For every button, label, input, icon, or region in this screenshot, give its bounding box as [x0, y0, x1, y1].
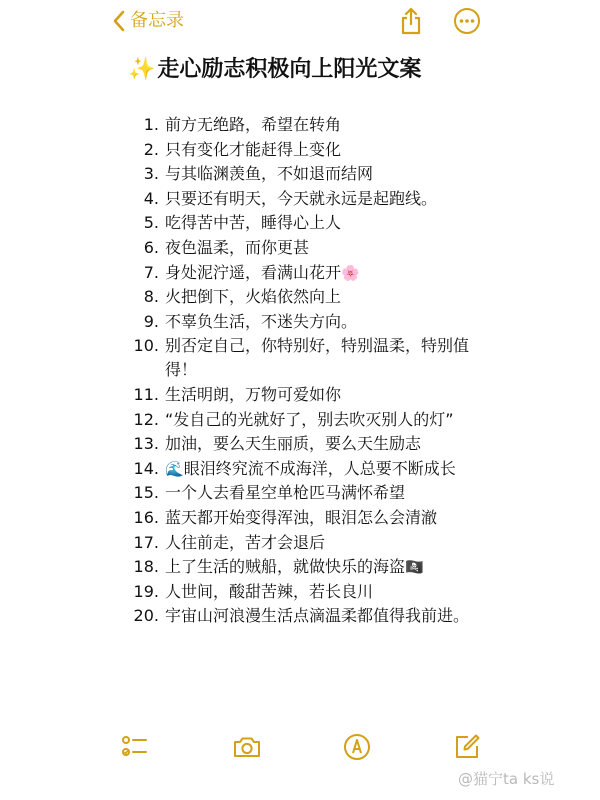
list-item[interactable] [130, 457, 475, 481]
list-item[interactable] [130, 236, 475, 260]
item-text-wrap [165, 580, 475, 604]
sparkles-icon: ✨ [128, 57, 156, 82]
checklist-button[interactable] [120, 732, 150, 762]
item-number: 4. [143, 188, 159, 208]
item-number: 5. [143, 213, 159, 233]
list-item[interactable] [130, 310, 475, 334]
item-text: 只有变化才能赶得上变化 [165, 139, 342, 159]
item-number: 7. [143, 262, 159, 282]
back-button[interactable] [112, 8, 184, 34]
camera-button[interactable] [232, 732, 262, 762]
checklist-icon [120, 732, 150, 762]
flower-icon: 🌸 [341, 263, 360, 282]
markup-button[interactable] [342, 732, 372, 762]
item-number: 13. [133, 434, 159, 454]
item-text-wrap [165, 285, 475, 309]
compose-icon [452, 732, 482, 762]
item-text-wrap [165, 211, 475, 235]
item-number: 19. [133, 581, 159, 601]
item-text: 与其临渊羡鱼，不如退而结网 [165, 164, 374, 184]
list-item[interactable] [130, 408, 475, 432]
list-item[interactable] [130, 531, 475, 555]
bottom-toolbar [0, 728, 600, 764]
item-number: 2. [143, 139, 159, 159]
item-number: 6. [143, 237, 159, 257]
list-item[interactable] [130, 580, 475, 604]
item-number: 1. [143, 115, 159, 134]
item-text: 吃得苦中苦，睡得心上人 [165, 213, 342, 233]
list-item[interactable] [130, 187, 475, 211]
navigation-bar [0, 0, 600, 44]
item-text: 人往前走，苦才会退后 [165, 532, 326, 552]
item-text: 火把倒下，火焰依然向上 [165, 287, 342, 307]
item-text-wrap [165, 481, 475, 505]
chevron-left-icon [112, 10, 126, 32]
item-number: 10. [133, 336, 159, 356]
item-text: “发自己的光就好了，别去吹灭别人的灯” [165, 409, 454, 429]
item-text-wrap [165, 334, 475, 382]
list-item[interactable] [130, 138, 475, 162]
item-text-wrap [165, 162, 475, 186]
item-text: 不辜负生活，不迷失方向。 [165, 311, 358, 331]
list-item[interactable] [130, 432, 475, 456]
item-text: 身处泥泞遥，看满山花开 [165, 262, 342, 282]
item-number: 16. [133, 507, 159, 527]
item-text-wrap [165, 506, 475, 530]
item-number: 20. [133, 606, 159, 626]
share-button[interactable] [396, 6, 426, 36]
item-number: 9. [143, 311, 159, 331]
pen-circle-icon [342, 732, 372, 762]
list-item[interactable] [130, 261, 475, 285]
back-label: 备忘录 [130, 10, 184, 31]
list-item[interactable] [130, 555, 475, 579]
note-list[interactable] [130, 113, 475, 629]
list-item[interactable] [130, 481, 475, 505]
item-number: 17. [133, 532, 159, 552]
item-number: 12. [133, 409, 159, 429]
item-text: 前方无绝路，希望在转角 [165, 115, 342, 134]
item-text-wrap [165, 432, 475, 456]
list-item[interactable] [130, 334, 475, 382]
pirate-flag-icon: 🏴‍☠️ [405, 558, 424, 577]
list-item[interactable] [130, 113, 475, 137]
list-item[interactable] [130, 383, 475, 407]
item-text-wrap [165, 261, 475, 285]
item-text-wrap [165, 531, 475, 555]
wave-icon: 🌊 [165, 459, 184, 478]
list-item[interactable] [130, 506, 475, 530]
item-text: 夜色温柔，而你更甚 [165, 237, 310, 257]
item-text: 生活明朗，万物可爱如你 [165, 384, 342, 404]
item-text: 一个人去看星空单枪匹马满怀希望 [165, 483, 406, 503]
item-text-wrap [165, 138, 475, 162]
item-text-wrap [165, 408, 475, 432]
watermark: @猫宁ta ks说 [458, 770, 555, 788]
item-number: 18. [133, 557, 159, 577]
item-text: 上了生活的贼船，就做快乐的海盗 [165, 557, 406, 577]
compose-button[interactable] [452, 732, 482, 762]
item-text: 眼泪终究流不成海洋，人总要不断成长 [183, 458, 456, 478]
more-button[interactable] [452, 6, 482, 36]
item-text-wrap [165, 310, 475, 334]
item-text: 蓝天都开始变得浑浊，眼泪怎么会清澈 [165, 507, 438, 527]
item-text-wrap [165, 236, 475, 260]
list-item[interactable] [130, 211, 475, 235]
item-number: 3. [143, 164, 159, 184]
item-text-wrap [165, 604, 475, 628]
item-number: 8. [143, 287, 159, 307]
list-item[interactable] [130, 285, 475, 309]
item-text-wrap [165, 113, 475, 137]
item-text-wrap [165, 457, 475, 481]
item-text: 只要还有明天，今天就永远是起跑线。 [165, 188, 438, 208]
list-item[interactable] [130, 604, 475, 628]
item-number: 14. [133, 458, 159, 478]
item-text: 加油，要么天生丽质，要么天生励志 [165, 434, 422, 454]
item-text-wrap [165, 555, 475, 579]
note-title[interactable] [128, 56, 468, 84]
item-text: 人世间，酸甜苦辣，若长良川 [165, 581, 374, 601]
note-title-text: 走心励志积极向上阳光文案 [157, 57, 422, 82]
item-number: 15. [133, 483, 159, 503]
camera-icon [232, 732, 262, 762]
item-text: 别否定自己，你特别好，特别温柔，特别值得！ [165, 336, 470, 380]
more-icon [452, 6, 482, 36]
item-text-wrap [165, 383, 475, 407]
item-text: 宇宙山河浪漫生活点滴温柔都值得我前进。 [165, 606, 470, 626]
list-item[interactable] [130, 162, 475, 186]
item-number: 11. [133, 384, 159, 404]
item-text-wrap [165, 187, 475, 211]
share-icon [396, 6, 426, 36]
